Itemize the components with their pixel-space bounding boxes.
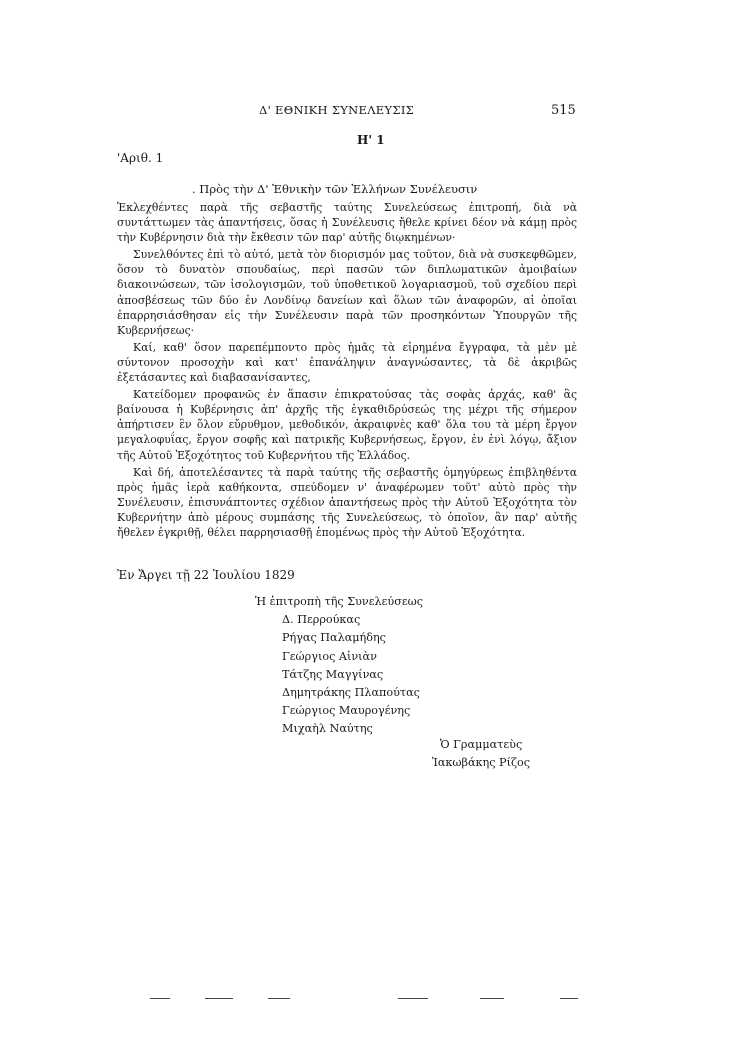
committee-member: Δημητράκης Πλαπούτας: [282, 686, 420, 700]
scan-artifact: [205, 998, 233, 999]
document-number: 'Αριθ. 1: [117, 151, 164, 165]
running-head: Δ' ΕΘΝΙΚΗ ΣΥΝΕΛΕΥΣΙΣ: [259, 103, 415, 117]
committee-signatures: [255, 593, 423, 739]
committee-member: Γεώργιος Αἰνιὰν: [282, 649, 377, 663]
secretary-title: Ὁ Γραμματεὺς: [440, 738, 523, 751]
scan-artifact: [560, 998, 578, 999]
paragraph: Καὶ δή, ἀποτελέσαντες τὰ παρὰ ταύτης τῆς σεβαστῆς ὁμηγύρεως ἐπιβληθέντα πρὸς ἡμᾶς ἱερὰ καθήκοντα, σπεύδομεν ν' ἀναφέρωμεν τοῦτ' αὐτὸ πρὸς τὴν Συνέλευσιν, ἐπισυνάπτοντες σχέδιον ἀπαντήσεως πρὸς τὴν Αὐτοῦ Ἐξοχότητα τὸν Κυβερνήτην ἀπὸ μέρους συμπάσης τῆς Συνελεύσεως, τὸ ὁποῖον, ἂν παρ' αὐτῆς ἤθελεν ἐγκριθῇ, θέλει παρρησιασθῇ ἑπομένως πρὸς τὴν Αὐτοῦ Ἐξοχότητα.: [117, 465, 577, 539]
page-number: 515: [551, 103, 576, 118]
paragraph: Ἐκλεχθέντες παρὰ τῆς σεβαστῆς ταύτης Συνελεύσεως ἐπιτροπή, διὰ νὰ συντάττωμεν τὰς ἀπαντήσεις, ὅσας ἡ Συνέλευσις ἤθελε κρίνει δέον νὰ κάμῃ πρὸς τὴν Κυβέρνησιν διὰ τὴν ἔκθεσιν τῶν παρ' αὐτῆς διῳκημένων·: [117, 201, 577, 245]
committee-member: Τάτζης Μαγγίνας: [282, 667, 384, 681]
document-body: [117, 200, 577, 542]
scan-artifact: [480, 998, 504, 999]
committee-member: Γεώργιος Μαυρογένης: [282, 704, 411, 718]
section-title: Η' 1: [357, 133, 385, 147]
scan-artifact: [398, 998, 428, 999]
address-line: . Πρὸς τὴν Δ' Ἐθνικὴν τῶν Ἑλλήνων Συνέλευσιν: [192, 182, 478, 196]
committee-heading: Ἡ ἐπιτροπὴ τῆς Συνελεύσεως: [255, 595, 424, 608]
scan-artifact: [268, 998, 290, 999]
scan-artifact: [150, 998, 170, 999]
paragraph: Κατείδομεν προφανῶς ἐν ἅπασιν ἐπικρατούσας τὰς σοφὰς ἀρχάς, καθ' ἃς βαίνουσα ἡ Κυβέρνησις ἀπ' ἀρχῆς τῆς ἐγκαθιδρύσεώς της μέχρι τῆς σήμερον ἀπήρτισεν ἓν ὅλον εὔρυθμον, μεθοδικόν, ἀκραιφνὲς καθ' ὅλα του τὰ μέρη ἔργον μεγαλοφυΐας, ἔργον σοφῆς καὶ πατρικῆς Κυβερνήσεως, ἔργον, ἐν ἑνὶ λόγῳ, ἄξιον τῆς Αὐτοῦ Ἐξοχότητος τοῦ Κυβερνήτου τῆς Ἑλλάδος.: [117, 388, 577, 462]
committee-member: Ρήγας Παλαμήδης: [282, 631, 386, 645]
paragraph: Καί, καθ' ὅσον παρεπέμποντο πρὸς ἡμᾶς τὰ εἰρημένα ἔγγραφα, τὰ μὲν μὲ σύντονον προσοχὴν καὶ κατ' ἐπανάληψιν ἀναγνώσαντες, τὰ δὲ ἀκριβῶς ἐξετάσαντες καὶ διαβασανίσαντες,: [117, 340, 577, 385]
committee-member: Μιχαὴλ Ναύτης: [282, 722, 373, 736]
committee-member: Δ. Περρούκας: [282, 613, 361, 627]
date-line: Ἐν Ἄργει τῇ 22 Ἰουλίου 1829: [117, 568, 295, 582]
paragraph: Συνελθόντες ἐπὶ τὸ αὐτό, μετὰ τὸν διορισμόν μας τοῦτον, διὰ νὰ συσκεφθῶμεν, ὅσον τὸ δυνατὸν σπουδαίως, περὶ πασῶν τῶν διπλωματικῶν ἀμοιβαίων διακοινώσεων, τῶν ἰσολογισμῶν, τοῦ ὑποθετικοῦ λογαριασμοῦ, τοῦ σχεδίου περὶ ἀποσβέσεως τῶν δύο ἐν Λονδίνῳ δανείων καὶ ὅλων τῶν ἀναφορῶν, αἱ ὁποῖαι ἐπαρρησιάσθησαν εἰς τὴν Συνέλευσιν παρὰ τῶν προσηκόντων Ὑπουργῶν τῆς Κυβερνήσεως·: [117, 248, 577, 337]
secretary-name: Ἰακωβάκης Ρίζος: [432, 756, 531, 770]
secretary-signature: [432, 736, 531, 772]
